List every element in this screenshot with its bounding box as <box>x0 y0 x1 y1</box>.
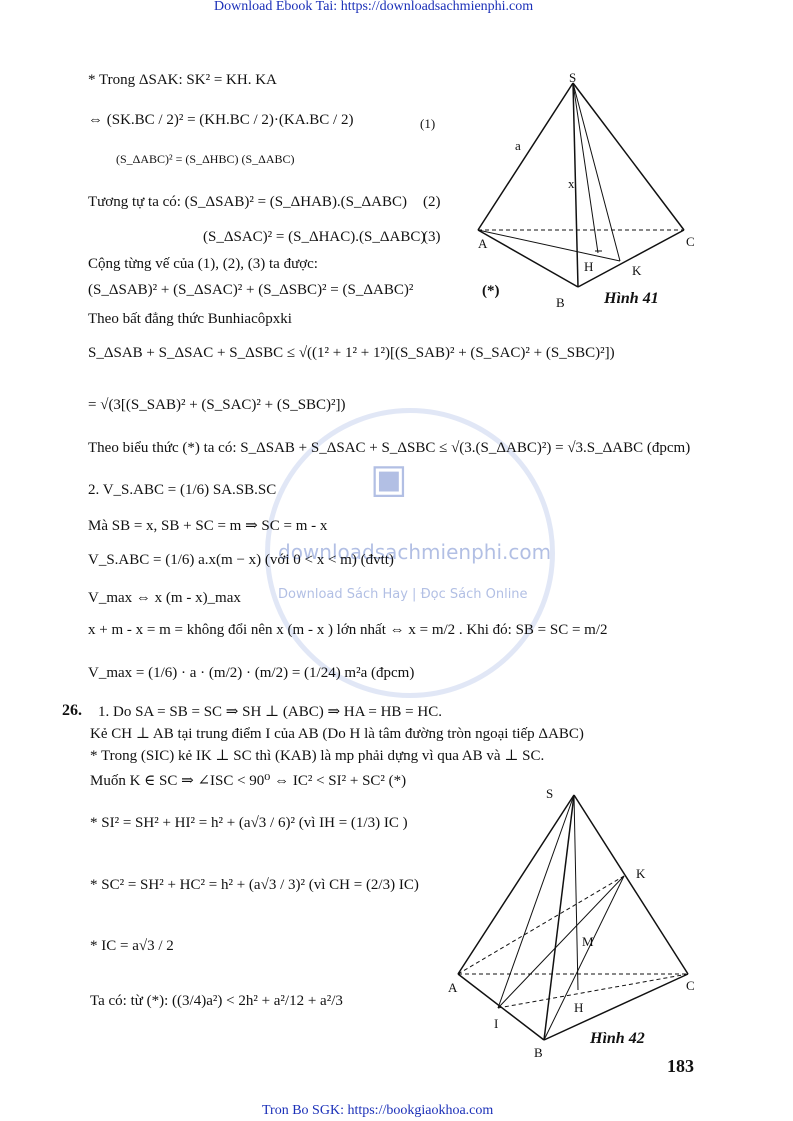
p26-line5: * SI² = SH² + HI² = h² + (a√3 / 6)² (vì IH = (1/3) IC ) <box>90 815 408 831</box>
fig41-label-x: x <box>568 176 575 191</box>
book-icon: ▣ <box>370 456 408 501</box>
fig42-label-C: C <box>686 978 695 993</box>
eq1-number: (1) <box>420 116 436 131</box>
p1-eq1-under: (S_ΔABC)² = (S_ΔHBC) (S_ΔABC) <box>116 152 295 166</box>
p1-eq1: ⇔ (SK.BC / 2)² = (KH.BC / 2)·(KA.BC / 2) <box>88 112 354 128</box>
p2-line4: V_max ⇔ x (m - x)_max <box>88 590 241 606</box>
fig42-label-I: I <box>494 1016 499 1031</box>
p1-line8: = √(3[(S_SAB)² + (S_SAC)² + (S_SBC)²]) <box>88 397 346 413</box>
fig41-label-B: B <box>556 295 565 310</box>
fig42-label-B: B <box>534 1045 543 1060</box>
fig41-caption: Hình 41 <box>604 290 659 307</box>
page-number: 183 <box>667 1056 694 1076</box>
p26-line3: * Trong (SIC) kẻ IK ⊥ SC thì (KAB) là mp phải dựng vì qua AB và ⊥ SC. <box>90 748 545 764</box>
p2-line5: x + m - x = m = không đổi nên x (m - x ) lớn nhất ⇔ x = m/2 . Khi đó: SB = SC = m/2 <box>88 622 608 638</box>
p1-line6: Theo bất đẳng thức Bunhiacôpxki <box>88 311 292 327</box>
fig41-label-C: C <box>686 234 695 249</box>
watermark-site: downloadsachmienphi.com <box>278 540 552 564</box>
p1-line5: (S_ΔSAB)² + (S_ΔSAC)² + (S_ΔSBC)² = (S_ΔABC)² <box>88 282 414 298</box>
fig41-label-S: S <box>569 70 577 85</box>
eq3-number: (3) <box>423 229 441 245</box>
fig42-label-M: M <box>582 934 594 949</box>
fig42-label-A: A <box>448 980 458 995</box>
fig42-label-K: K <box>636 866 646 881</box>
footer-link[interactable]: Tron Bo SGK: https://bookgiaokhoa.com <box>262 1103 494 1118</box>
p1-line2: Tương tự ta có: (S_ΔSAB)² = (S_ΔHAB).(S_ΔABC) <box>88 194 408 210</box>
watermark-tagline: Download Sách Hay | Đọc Sách Online <box>278 587 528 602</box>
eq2-number: (2) <box>423 194 441 210</box>
fig42-label-H: H <box>574 1000 584 1015</box>
p2-line3: V_S.ABC = (1/6) a.x(m − x) (với 0 < x < m) (đvtt) <box>88 552 394 568</box>
p1-line3: (S_ΔSAC)² = (S_ΔHAC).(S_ΔABC) <box>203 229 426 245</box>
p26-line4: Muốn K ∈ SC ⇒ ∠ISC < 90⁰ ⇔ IC² < SI² + SC² (*) <box>90 773 407 789</box>
fig42-caption: Hình 42 <box>590 1030 645 1047</box>
p1-line9: Theo biểu thức (*) ta có: S_ΔSAB + S_ΔSAC + S_ΔSBC ≤ √(3.(S_ΔABC)²) = √3.S_ΔABC (đpcm) <box>88 440 691 456</box>
p26-line1: 1. Do SA = SB = SC ⇒ SH ⊥ (ABC) ⇒ HA = HB = HC. <box>98 704 442 720</box>
p26-line8: Ta có: từ (*): ((3/4)a²) < 2h² + a²/12 + a²/3 <box>90 993 343 1009</box>
p2-line1: 2. V_S.ABC = (1/6) SA.SB.SC <box>88 482 277 498</box>
p1-line1: * Trong ΔSAK: SK² = KH. KA <box>88 72 277 88</box>
problem-number: 26. <box>62 702 82 719</box>
p26-line2: Kẻ CH ⊥ AB tại trung điểm I của AB (Do H là tâm đường tròn ngoại tiếp ΔABC) <box>90 726 584 742</box>
star-marker: (*) <box>482 283 500 299</box>
p2-line2: Mà SB = x, SB + SC = m ⇒ SC = m - x <box>88 518 328 534</box>
fig41-label-a: a <box>515 138 521 153</box>
header-link[interactable]: Download Ebook Tai: https://downloadsachmienphi.com <box>214 0 534 14</box>
p2-line6: V_max = (1/6) · a · (m/2) · (m/2) = (1/24) m²a (đpcm) <box>88 665 415 681</box>
fig42-label-S: S <box>546 786 554 801</box>
p1-line7: S_ΔSAB + S_ΔSAC + S_ΔSBC ≤ √((1² + 1² + 1²)[(S_SAB)² + (S_SAC)² + (S_SBC)²]) <box>88 345 615 361</box>
fig41-label-H: H <box>584 259 594 274</box>
fig41-label-K: K <box>632 263 642 278</box>
p1-line4: Cộng từng vế của (1), (2), (3) ta được: <box>88 256 318 272</box>
figure-41 <box>470 65 710 325</box>
p26-line6: * SC² = SH² + HC² = h² + (a√3 / 3)² (vì CH = (2/3) IC) <box>90 877 419 893</box>
p26-line7: * IC = a√3 / 2 <box>90 938 174 954</box>
fig41-label-A: A <box>478 236 488 251</box>
